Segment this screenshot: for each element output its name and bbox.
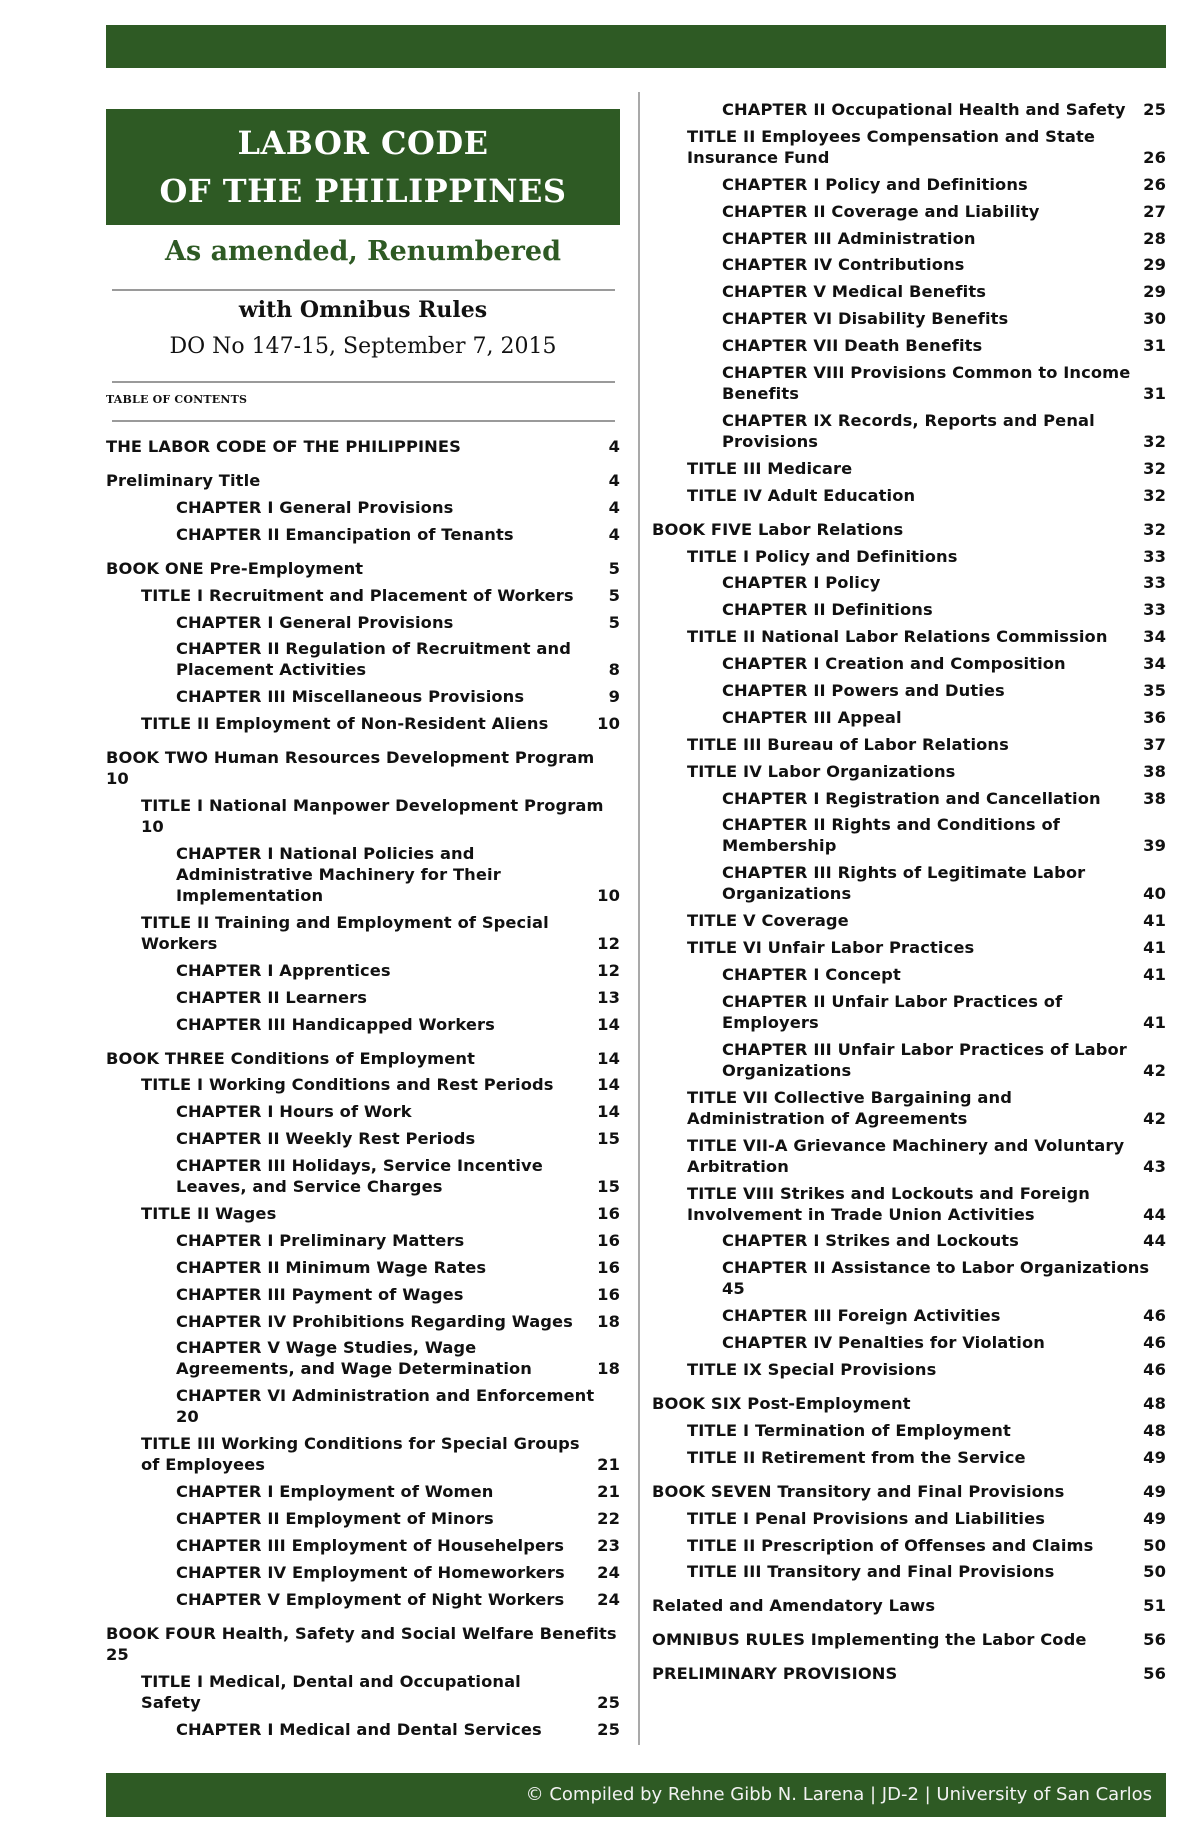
toc-entry[interactable]: [652, 1087, 1166, 1129]
toc-entry-title: CHAPTER VI Disability Benefits: [722, 309, 1009, 329]
toc-entry-title: TITLE VI Unfair Labor Practices: [687, 938, 975, 958]
toc-entry-title: CHAPTER IV Contributions: [722, 255, 965, 275]
toc-entry-title: CHAPTER III Unfair Labor Practices of Labor Organizations: [722, 1039, 1127, 1080]
toc-entry-title: CHAPTER II Employment of Minors: [176, 1509, 494, 1529]
toc-entry-title: CHAPTER III Employment of Househelpers: [176, 1535, 565, 1555]
toc-entry-title: TITLE IV Labor Organizations: [687, 761, 956, 781]
toc-entry[interactable]: [652, 546, 1166, 567]
toc-entry[interactable]: [652, 254, 1166, 275]
toc-entry[interactable]: [106, 470, 620, 491]
toc-entry-title: CHAPTER I Registration and Cancellation: [722, 788, 1101, 808]
toc-entry-title: CHAPTER I National Policies and Administrative Machinery for Their Implementation: [176, 844, 501, 906]
toc-entry[interactable]: [652, 991, 1166, 1033]
toc-entry-page: 10: [141, 817, 164, 837]
toc-entry-page: 4: [608, 497, 620, 517]
toc-entry-page: 12: [597, 933, 620, 953]
toc-entry-title: CHAPTER III Rights of Legitimate Labor Organizations: [722, 863, 1086, 904]
toc-entry[interactable]: [106, 713, 620, 734]
toc-entry-page: 38: [1143, 788, 1166, 808]
toc-entry-title: TITLE III Medicare: [687, 458, 853, 478]
toc-entry-title: CHAPTER I Concept: [722, 965, 901, 985]
toc-entry-title: OMNIBUS RULES Implementing the Labor Code: [652, 1630, 1087, 1650]
toc-entry-title: CHAPTER II Rights and Conditions of Membership: [722, 815, 1060, 856]
toc-entry[interactable]: [106, 1074, 620, 1095]
toc-entry[interactable]: [652, 1535, 1166, 1556]
toc-entry-title: BOOK FIVE Labor Relations: [652, 519, 904, 539]
toc-entry[interactable]: [652, 1420, 1166, 1441]
toc-entry[interactable]: [652, 1305, 1166, 1326]
toc-entry-page: 4: [608, 471, 620, 490]
toc-entry-title: CHAPTER II Minimum Wage Rates: [176, 1257, 487, 1277]
toc-entry[interactable]: [106, 843, 620, 906]
toc-entry-title: TITLE I National Manpower Development Program: [141, 796, 604, 816]
toc-entry[interactable]: [106, 1014, 620, 1035]
toc-entry[interactable]: [106, 795, 620, 837]
toc-entry[interactable]: [652, 1595, 1166, 1616]
toc-entry-title: CHAPTER IX Records, Reports and Penal Provisions: [722, 410, 1095, 451]
toc-entry-title: BOOK SEVEN Transitory and Final Provisions: [652, 1481, 1065, 1501]
toc-entry[interactable]: [106, 1257, 620, 1278]
toc-entry-title: CHAPTER IV Prohibitions Regarding Wages: [176, 1311, 573, 1331]
toc-entry-title: TITLE III Bureau of Labor Relations: [687, 734, 1009, 754]
toc-entry-title: BOOK ONE Pre-Employment: [106, 558, 364, 578]
toc-entry-page: 33: [1143, 573, 1166, 593]
toc-entry[interactable]: [106, 1508, 620, 1529]
toc-label: TABLE OF CONTENTS: [106, 393, 248, 406]
toc-entry-page: 18: [597, 1311, 620, 1331]
toc-entry-title: CHAPTER IV Employment of Homeworkers: [176, 1562, 565, 1582]
toc-entry-title: BOOK THREE Conditions of Employment: [106, 1048, 475, 1068]
toc-entry[interactable]: [106, 1719, 620, 1740]
document-title: [106, 109, 620, 225]
toc-entry-page: 42: [1143, 1060, 1166, 1080]
toc-entry[interactable]: [106, 638, 620, 680]
toc-entry[interactable]: [652, 281, 1166, 302]
toc-entry-title: CHAPTER III Miscellaneous Provisions: [176, 687, 525, 707]
toc-entry[interactable]: [652, 201, 1166, 222]
toc-entry-title: CHAPTER III Handicapped Workers: [176, 1014, 495, 1034]
toc-entry-title: CHAPTER II Regulation of Recruitment and Placement Activities: [176, 639, 571, 680]
toc-entry[interactable]: [106, 1535, 620, 1556]
toc-entry-title: TITLE I Termination of Employment: [687, 1420, 1011, 1440]
footer-bar: [106, 1773, 1166, 1817]
toc-entry-title: CHAPTER III Appeal: [722, 707, 902, 727]
toc-entry-title: CHAPTER I Creation and Composition: [722, 654, 1066, 674]
toc-right-column: [652, 99, 1166, 1690]
toc-entry[interactable]: [106, 1284, 620, 1305]
toc-entry[interactable]: [652, 335, 1166, 356]
toc-entry[interactable]: [652, 458, 1166, 479]
toc-entry-page: 30: [1143, 309, 1166, 329]
toc-entry-page: 5: [608, 612, 620, 632]
toc-entry-page: 36: [1143, 707, 1166, 727]
toc-entry-title: TITLE II Wages: [141, 1204, 277, 1224]
toc-entry-title: TITLE II Training and Employment of Special Workers: [141, 912, 549, 953]
toc-entry-title: TITLE I Penal Provisions and Liabilities: [687, 1508, 1046, 1528]
toc-entry-title: CHAPTER II Weekly Rest Periods: [176, 1129, 476, 1149]
toc-entry-page: 13: [597, 987, 620, 1007]
toc-entry-title: TITLE VII Collective Bargaining and Administration of Agreements: [687, 1087, 1012, 1128]
department-order-line: DO No 147-15, September 7, 2015: [169, 334, 557, 359]
toc-entry-page: 33: [1143, 546, 1166, 566]
toc-entry-title: CHAPTER II Learners: [176, 987, 368, 1007]
toc-entry-page: 28: [1143, 228, 1166, 248]
toc-entry[interactable]: [652, 707, 1166, 728]
toc-entry-page: 21: [597, 1455, 620, 1475]
toc-entry[interactable]: [652, 1332, 1166, 1353]
toc-entry-title: TITLE I Recruitment and Placement of Workers: [141, 585, 574, 605]
toc-entry-page: 29: [1143, 282, 1166, 302]
toc-entry[interactable]: [106, 524, 620, 545]
toc-entry-page: 25: [597, 1719, 620, 1739]
toc-entry[interactable]: [652, 910, 1166, 931]
toc-left-column: [106, 436, 620, 1745]
toc-entry-page: 9: [608, 687, 620, 707]
toc-entry[interactable]: [106, 1311, 620, 1332]
toc-entry[interactable]: [652, 572, 1166, 593]
toc-entry-title: CHAPTER II Definitions: [722, 600, 933, 620]
toc-entry-page: 48: [1143, 1420, 1166, 1440]
toc-entry-page: 31: [1143, 384, 1166, 404]
toc-entry-page: 46: [1143, 1306, 1166, 1326]
toc-entry-page: 4: [608, 524, 620, 544]
toc-entry-page: 46: [1143, 1333, 1166, 1353]
toc-entry-page: 29: [1143, 255, 1166, 275]
toc-entry[interactable]: [652, 228, 1166, 249]
toc-entry-title: CHAPTER I Medical and Dental Services: [176, 1719, 542, 1739]
toc-entry[interactable]: [106, 1481, 620, 1502]
toc-entry[interactable]: [106, 1101, 620, 1122]
toc-entry-title: CHAPTER V Employment of Night Workers: [176, 1589, 565, 1609]
toc-entry[interactable]: [652, 485, 1166, 506]
toc-entry-page: 37: [1143, 734, 1166, 754]
toc-entry-title: CHAPTER IV Penalties for Violation: [722, 1333, 1045, 1353]
divider: [112, 381, 615, 383]
top-banner: [106, 25, 1166, 68]
toc-entry-title: TITLE II Retirement from the Service: [687, 1447, 1026, 1467]
toc-entry[interactable]: [652, 1393, 1166, 1414]
toc-entry[interactable]: [106, 1433, 620, 1475]
toc-entry-page: 27: [1143, 201, 1166, 221]
toc-entry-title: CHAPTER II Emancipation of Tenants: [176, 524, 514, 544]
toc-entry-page: 45: [722, 1279, 745, 1299]
toc-entry[interactable]: [652, 680, 1166, 701]
toc-entry-page: 44: [1143, 1204, 1166, 1224]
toc-entry[interactable]: [652, 1508, 1166, 1529]
toc-entry[interactable]: [106, 585, 620, 606]
toc-entry[interactable]: [652, 1183, 1166, 1225]
toc-entry-title: CHAPTER II Assistance to Labor Organizations: [722, 1258, 1150, 1278]
toc-entry-title: PRELIMINARY PROVISIONS: [652, 1664, 898, 1684]
toc-entry[interactable]: [652, 788, 1166, 809]
toc-entry-page: 49: [1143, 1481, 1166, 1501]
toc-entry-page: 32: [1143, 431, 1166, 451]
subtitle: As amended, Renumbered: [165, 236, 561, 267]
toc-entry-title: CHAPTER III Foreign Activities: [722, 1306, 1001, 1326]
toc-entry-page: 18: [597, 1359, 620, 1379]
toc-entry-page: 41: [1143, 1012, 1166, 1032]
toc-entry-title: TITLE II Employment of Non-Resident Aliens: [141, 714, 549, 734]
toc-entry-title: CHAPTER II Unfair Labor Practices of Employers: [722, 991, 1063, 1032]
toc-entry-title: BOOK TWO Human Resources Development Program: [106, 748, 595, 768]
toc-entry-title: THE LABOR CODE OF THE PHILIPPINES: [106, 437, 461, 456]
toc-entry-page: 33: [1143, 600, 1166, 620]
toc-entry-title: BOOK SIX Post-Employment: [652, 1393, 911, 1413]
title-line-2: OF THE PHILIPPINES: [159, 172, 567, 210]
toc-entry[interactable]: [106, 1128, 620, 1149]
toc-entry-page: 10: [106, 769, 129, 789]
toc-entry-page: 26: [1143, 174, 1166, 194]
toc-entry[interactable]: [652, 1447, 1166, 1468]
footer-credit: © Compiled by Rehne Gibb N. Larena | JD-2 | University of San Carlos: [525, 1784, 1152, 1805]
toc-entry-page: 23: [597, 1535, 620, 1555]
toc-entry[interactable]: [652, 1359, 1166, 1380]
toc-entry[interactable]: [106, 1589, 620, 1610]
toc-entry[interactable]: [652, 362, 1166, 404]
toc-entry[interactable]: [106, 1671, 620, 1713]
toc-entry-page: 31: [1143, 336, 1166, 356]
toc-entry-page: 50: [1143, 1535, 1166, 1555]
toc-entry-page: 16: [597, 1204, 620, 1224]
toc-entry-title: CHAPTER III Payment of Wages: [176, 1284, 464, 1304]
toc-entry[interactable]: [106, 1562, 620, 1583]
toc-entry-title: CHAPTER I Employment of Women: [176, 1482, 494, 1502]
toc-entry[interactable]: [652, 126, 1166, 168]
toc-entry-page: 51: [1143, 1596, 1166, 1616]
toc-entry-title: TITLE III Transitory and Final Provisions: [687, 1562, 1055, 1582]
toc-entry-title: CHAPTER II Coverage and Liability: [722, 201, 1040, 221]
toc-entry[interactable]: [652, 761, 1166, 782]
toc-entry-title: TITLE IX Special Provisions: [687, 1359, 937, 1379]
toc-entry-title: CHAPTER VI Administration and Enforcement: [176, 1386, 595, 1406]
toc-entry[interactable]: [652, 1481, 1166, 1502]
toc-entry[interactable]: [652, 410, 1166, 452]
toc-entry-page: 14: [597, 1075, 620, 1095]
toc-entry-page: 35: [1143, 681, 1166, 701]
toc-entry-page: 24: [597, 1562, 620, 1582]
column-divider: [638, 92, 640, 1745]
toc-entry-title: TITLE VII-A Grievance Machinery and Voluntary Arbitration: [687, 1135, 1125, 1176]
toc-entry[interactable]: [106, 612, 620, 633]
toc-entry-page: 8: [608, 660, 620, 680]
toc-entry-page: 49: [1143, 1508, 1166, 1528]
toc-entry[interactable]: [106, 960, 620, 981]
toc-entry-title: CHAPTER II Powers and Duties: [722, 681, 1005, 701]
toc-entry-title: CHAPTER I General Provisions: [176, 497, 454, 517]
toc-entry-title: TITLE II Prescription of Offenses and Claims: [687, 1535, 1094, 1555]
toc-entry[interactable]: [652, 1257, 1166, 1299]
toc-entry-page: 34: [1143, 627, 1166, 647]
toc-entry-page: 49: [1143, 1447, 1166, 1467]
omnibus-line: with Omnibus Rules: [238, 297, 488, 323]
toc-entry-page: 34: [1143, 654, 1166, 674]
toc-entry-page: 56: [1143, 1630, 1166, 1650]
toc-entry-title: TITLE II Employees Compensation and State Insurance Fund: [687, 126, 1095, 167]
toc-entry-title: CHAPTER V Medical Benefits: [722, 282, 986, 302]
toc-entry-page: 32: [1143, 519, 1166, 539]
toc-entry-page: 21: [597, 1482, 620, 1502]
toc-entry-page: 5: [608, 558, 620, 578]
toc-entry-page: 32: [1143, 458, 1166, 478]
toc-entry[interactable]: [652, 174, 1166, 195]
toc-entry-page: 42: [1143, 1108, 1166, 1128]
toc-entry[interactable]: [652, 1039, 1166, 1081]
toc-entry-title: TITLE I Medical, Dental and Occupational Safety: [141, 1671, 521, 1712]
toc-entry-page: 5: [608, 585, 620, 605]
toc-entry[interactable]: [106, 558, 620, 579]
toc-entry[interactable]: [106, 1385, 620, 1427]
toc-entry[interactable]: [106, 1048, 620, 1069]
toc-entry-page: 32: [1143, 485, 1166, 505]
title-line-1: LABOR CODE: [237, 124, 489, 162]
toc-entry[interactable]: [652, 1561, 1166, 1582]
toc-entry-page: 41: [1143, 938, 1166, 958]
toc-entry-title: CHAPTER I Strikes and Lockouts: [722, 1231, 1019, 1251]
toc-entry-page: 15: [597, 1129, 620, 1149]
toc-entry[interactable]: [652, 1230, 1166, 1251]
toc-entry-title: TITLE VIII Strikes and Lockouts and Foreign Involvement in Trade Union Activities: [687, 1183, 1090, 1224]
toc-entry-page: 25: [1143, 100, 1166, 119]
toc-entry-page: 41: [1143, 911, 1166, 931]
toc-entry-page: 26: [1143, 147, 1166, 167]
toc-entry[interactable]: [652, 964, 1166, 985]
toc-entry-page: 14: [597, 1048, 620, 1068]
toc-entry[interactable]: [652, 862, 1166, 904]
toc-entry-title: Preliminary Title: [106, 471, 261, 490]
toc-entry-page: 25: [597, 1692, 620, 1712]
toc-entry-page: 15: [597, 1177, 620, 1197]
toc-entry[interactable]: [106, 497, 620, 518]
toc-entry-page: 24: [597, 1589, 620, 1609]
toc-entry-title: Related and Amendatory Laws: [652, 1596, 936, 1616]
toc-entry[interactable]: [106, 1155, 620, 1197]
toc-entry-title: TITLE IV Adult Education: [687, 485, 916, 505]
toc-entry[interactable]: [652, 1135, 1166, 1177]
toc-entry[interactable]: [106, 436, 620, 457]
toc-entry-page: 46: [1143, 1359, 1166, 1379]
toc-entry-page: 39: [1143, 836, 1166, 856]
toc-entry[interactable]: [652, 626, 1166, 647]
toc-entry[interactable]: [652, 1663, 1166, 1684]
toc-entry-title: TITLE V Coverage: [687, 911, 849, 931]
toc-entry-page: 41: [1143, 965, 1166, 985]
toc-entry-title: CHAPTER I Policy: [722, 573, 881, 593]
toc-entry[interactable]: [652, 814, 1166, 856]
toc-entry[interactable]: [652, 1629, 1166, 1650]
toc-entry[interactable]: [652, 308, 1166, 329]
toc-entry-page: 20: [176, 1407, 199, 1427]
toc-entry[interactable]: [106, 747, 620, 789]
toc-entry-page: 38: [1143, 761, 1166, 781]
toc-entry[interactable]: [106, 912, 620, 954]
toc-entry[interactable]: [652, 653, 1166, 674]
toc-entry-title: CHAPTER III Administration: [722, 228, 976, 248]
toc-entry-title: CHAPTER V Wage Studies, Wage Agreements, and Wage Determination: [176, 1338, 532, 1379]
toc-entry-title: TITLE I Working Conditions and Rest Periods: [141, 1075, 554, 1095]
toc-entry-page: 22: [597, 1509, 620, 1529]
toc-entry-title: CHAPTER I Preliminary Matters: [176, 1230, 465, 1250]
toc-entry[interactable]: [652, 99, 1166, 120]
toc-entry-page: 40: [1143, 884, 1166, 904]
toc-entry-page: 16: [597, 1284, 620, 1304]
toc-entry[interactable]: [652, 519, 1166, 540]
toc-entry-page: 10: [597, 714, 620, 734]
toc-entry-title: TITLE I Policy and Definitions: [687, 546, 958, 566]
toc-entry[interactable]: [652, 599, 1166, 620]
toc-entry[interactable]: [106, 686, 620, 707]
toc-entry-title: CHAPTER III Holidays, Service Incentive Leaves, and Service Charges: [176, 1156, 543, 1197]
toc-entry[interactable]: [106, 987, 620, 1008]
toc-entry-title: CHAPTER I Apprentices: [176, 960, 391, 980]
toc-entry-page: 56: [1143, 1664, 1166, 1684]
toc-entry-title: CHAPTER VII Death Benefits: [722, 336, 983, 356]
toc-entry-title: CHAPTER VIII Provisions Common to Income Benefits: [722, 363, 1131, 404]
toc-entry[interactable]: [106, 1623, 620, 1665]
toc-entry-page: 12: [597, 960, 620, 980]
toc-entry-page: 50: [1143, 1562, 1166, 1582]
toc-entry-page: 48: [1143, 1393, 1166, 1413]
toc-entry-page: 43: [1143, 1156, 1166, 1176]
toc-entry-title: TITLE III Working Conditions for Special Groups of Employees: [141, 1434, 580, 1475]
toc-entry[interactable]: [652, 937, 1166, 958]
toc-entry-page: 14: [597, 1102, 620, 1122]
toc-entry-page: 10: [597, 886, 620, 906]
toc-entry-title: CHAPTER I Policy and Definitions: [722, 174, 1028, 194]
toc-entry-title: TITLE II National Labor Relations Commission: [687, 627, 1108, 647]
toc-entry-title: CHAPTER I Hours of Work: [176, 1102, 412, 1122]
toc-entry-page: 14: [597, 1014, 620, 1034]
divider: [112, 420, 615, 422]
divider: [112, 289, 615, 291]
toc-entry[interactable]: [106, 1203, 620, 1224]
toc-entry-page: 44: [1143, 1231, 1166, 1251]
toc-entry[interactable]: [652, 734, 1166, 755]
toc-entry-page: 4: [608, 437, 620, 456]
toc-entry[interactable]: [106, 1230, 620, 1251]
toc-entry-title: CHAPTER I General Provisions: [176, 612, 454, 632]
toc-entry-title: CHAPTER II Occupational Health and Safety: [722, 100, 1126, 119]
toc-entry-page: 25: [106, 1644, 129, 1664]
toc-entry[interactable]: [106, 1337, 620, 1379]
toc-entry-title: BOOK FOUR Health, Safety and Social Welfare Benefits: [106, 1623, 617, 1643]
toc-entry-page: 16: [597, 1230, 620, 1250]
toc-entry-page: 16: [597, 1257, 620, 1277]
